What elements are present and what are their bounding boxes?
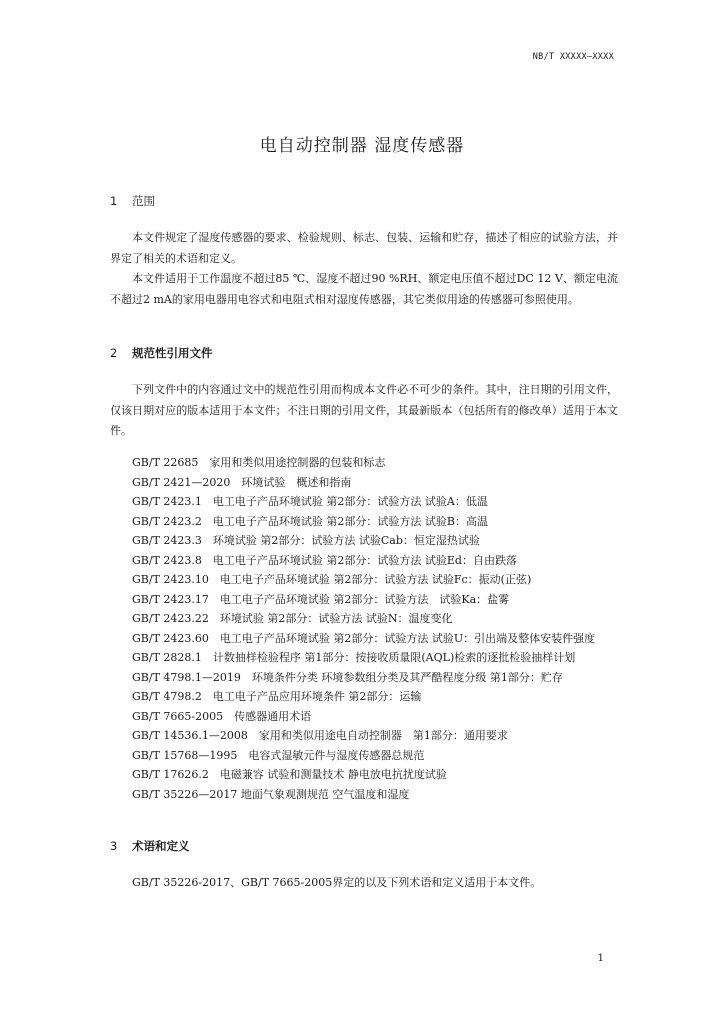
paragraph: GB/T 35226-2017、GB/T 7665-2005界定的以及下列术语和定义适用于本文件。 bbox=[132, 876, 542, 889]
reference-item: GB/T 2423.3 环境试验 第2部分：试验方法 试验Cab：恒定湿热试验 bbox=[132, 534, 480, 547]
reference-item: GB/T 4798.1—2019 环境条件分类 环境参数组分类及其严酷程度分级 第1部分：贮存 bbox=[132, 670, 563, 684]
reference-item: GB/T 7665-2005 传感器通用术语 bbox=[132, 709, 312, 723]
reference-item: GB/T 2423.2 电工电子产品环境试验 第2部分：试验方法 试验B：高温 bbox=[132, 514, 488, 528]
reference-item: GB/T 2423.10 电工电子产品环境试验 第2部分：试验方法 试验Fc：振动(正弦) bbox=[132, 573, 532, 586]
section-number: 3 bbox=[110, 839, 118, 853]
section-heading-terms-and-definitions bbox=[110, 838, 190, 854]
reference-item: GB/T 2421—2020 环境试验 概述和指南 bbox=[132, 475, 352, 489]
section-number: 2 bbox=[110, 346, 118, 360]
section-title: 范围 bbox=[132, 194, 155, 208]
section-title: 术语和定义 bbox=[132, 839, 190, 853]
paragraph: 下列文件中的内容通过文中的规范性引用而构成本文件必不可少的条件。其中，注日期的引用文件，仅该日期对应的版本适用于本文件；不注日期的引用文件，其最新版本（包括所有的修改单）适用于本文件。 bbox=[110, 383, 618, 438]
reference-item: GB/T 2423.60 电工电子产品环境试验 第2部分：试验方法 试验U：引出端及整体安装件强度 bbox=[132, 631, 596, 645]
reference-list bbox=[110, 453, 618, 804]
page-number: 1 bbox=[597, 953, 604, 964]
reference-item: GB/T 2423.1 电工电子产品环境试验 第2部分：试验方法 试验A：低温 bbox=[132, 495, 488, 508]
reference-item: GB/T 14536.1—2008 家用和类似用途电自动控制器 第1部分：通用要求 bbox=[132, 729, 508, 742]
reference-item: GB/T 2828.1 计数抽样检验程序 第1部分：按接收质量限(AQL)检索的逐批检验抽样计划 bbox=[132, 651, 576, 664]
reference-item: GB/T 2423.22 环境试验 第2部分：试验方法 试验N：温度变化 bbox=[132, 612, 453, 625]
standard-code: NB/T XXXXX—XXXX bbox=[532, 52, 614, 62]
document-title: 电自动控制器 湿度传感器 bbox=[259, 136, 465, 156]
reference-item: GB/T 35226—2017 地面气象观测规范 空气温度和湿度 bbox=[132, 787, 410, 801]
reference-item: GB/T 2423.8 电工电子产品环境试验 第2部分：试验方法 试验Ed：自由跌落 bbox=[132, 553, 517, 567]
paragraph: 本文件适用于工作温度不超过85 ℃、湿度不超过90 %RH、额定电压值不超过DC 12 V、额定电流不超过2 mA的家用电器用电容式和电阻式相对湿度传感器，其它类似用途的传感器可参照使用。 bbox=[110, 272, 618, 306]
section-heading-normative-references bbox=[110, 345, 213, 361]
reference-item: GB/T 22685 家用和类似用途控制器的包装和标志 bbox=[132, 456, 386, 469]
section-heading-scope bbox=[110, 193, 155, 209]
reference-item: GB/T 15768—1995 电容式湿敏元件与湿度传感器总规范 bbox=[132, 748, 425, 762]
section-body-normative-references bbox=[110, 380, 618, 442]
section-body-terms-and-definitions bbox=[110, 873, 618, 894]
reference-item: GB/T 4798.2 电工电子产品应用环境条件 第2部分：运输 bbox=[132, 690, 422, 703]
paragraph: 本文件规定了湿度传感器的要求、检验规则、标志、包装、运输和贮存，描述了相应的试验方法，并界定了相关的术语和定义。 bbox=[110, 231, 618, 265]
reference-item: GB/T 17626.2 电磁兼容 试验和测量技术 静电放电抗扰度试验 bbox=[132, 768, 447, 781]
section-body-scope bbox=[110, 228, 618, 310]
reference-item: GB/T 2423.17 电工电子产品环境试验 第2部分：试验方法 试验Ka：盐雾 bbox=[132, 592, 510, 606]
section-number: 1 bbox=[110, 194, 118, 208]
section-title: 规范性引用文件 bbox=[132, 346, 213, 360]
